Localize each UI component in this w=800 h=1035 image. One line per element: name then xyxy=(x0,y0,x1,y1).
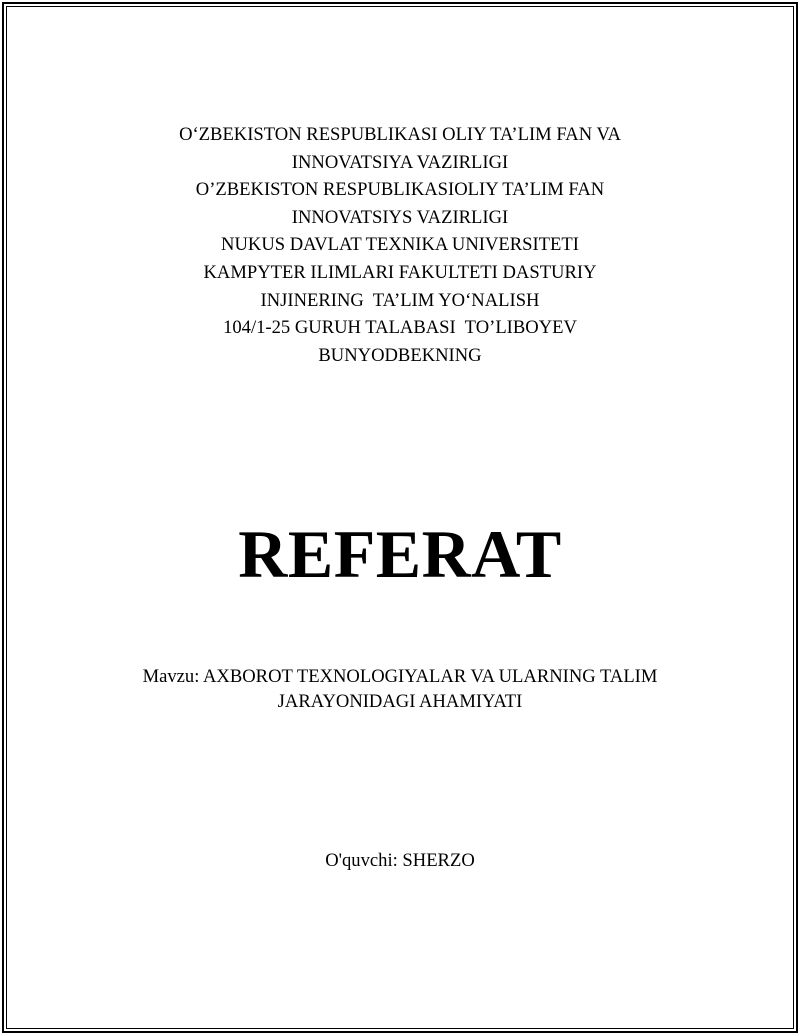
student-name: O'quvchi: SHERZO xyxy=(325,850,475,871)
header-line: INNOVATSIYS VAZIRLIGI xyxy=(291,206,509,228)
header-line: INJINERING TA’LIM YO‘NALISH xyxy=(260,289,540,311)
header-line: BUNYODBEKNING xyxy=(318,344,482,366)
header-line: NUKUS DAVLAT TEXNIKA UNIVERSITETI xyxy=(221,234,579,256)
institution-header xyxy=(100,121,700,369)
header-line: INNOVATSIYA VAZIRLIGI xyxy=(291,151,509,173)
topic-line: Mavzu: AXBOROT TEXNOLOGIYALAR VA ULARNING TALIM xyxy=(142,666,658,687)
header-line: KAMPYTER ILIMLARI FAKULTETI DASTURIY xyxy=(203,261,597,283)
header-line: 104/1-25 GURUH TALABASI TO’LIBOYEV xyxy=(223,317,577,339)
header-line: O‘ZBEKISTON RESPUBLIKASI OLIY TA’LIM FAN VA xyxy=(179,124,621,145)
document-title: REFERAT xyxy=(238,516,562,592)
header-line: O’ZBEKISTON RESPUBLIKASIOLIY TA’LIM FAN xyxy=(195,179,605,201)
topic-line: JARAYONIDAGI AHAMIYATI xyxy=(277,691,523,712)
topic-block xyxy=(100,664,700,714)
